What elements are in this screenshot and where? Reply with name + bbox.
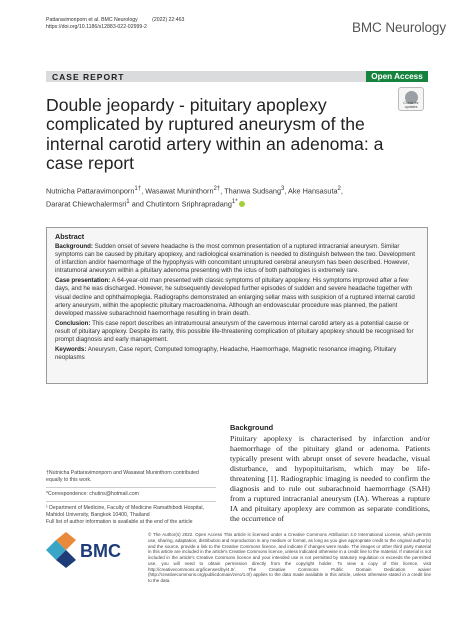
author-name[interactable]: and Chutintorn Sriphrapradang: [129, 199, 232, 209]
footnote-divider: [46, 487, 216, 488]
abstract-background: [55, 243, 419, 275]
bmc-logo-text: BMC: [80, 541, 121, 561]
abstract-background-text: Sudden onset of severe headache is the most common presentation of a ruptured intracranial aneurysm. Similar symptoms can be caused by pituitary apoplexy, and radiological examination is needed to distinguish between the two. Development of infarction and/or haemorrhage of the hypophysis with concomitant unruptured cerebral aneurysm has been described. However, intratumoral aneurysm within a pituitary adenoma presenting with the ictus of both pathologies is extremely rare.: [55, 243, 416, 275]
abstract-case: [55, 277, 419, 317]
citation-line: Pattaravimonporn et al. BMC Neurology (2022) 22:463: [46, 17, 185, 23]
journal-name: BMC Neurology: [352, 20, 446, 35]
abstract-keywords-label: Keywords:: [55, 346, 87, 354]
article-title: Double jeopardy - pituitary apoplexy complicated by ruptured aneurysm of the internal carotid artery within an adenoma: a case report: [46, 95, 384, 174]
abstract-conclusion-text: This case report describes an intratumoural aneurysm of the cavernous internal carotid artery as a potential cause or result of pituitary apoplexy. Despite its rarity, this possible life-threatening complication of pituitary apoplexy should be recognised for prompt diagnosis and early management.: [55, 319, 414, 344]
doi-link[interactable]: https://doi.org/10.1186/s12883-022-02999-2: [46, 24, 147, 30]
author-affiliation: 2†: [213, 185, 221, 192]
footnote-divider: [46, 501, 216, 502]
author-name[interactable]: Nutnicha Pattaravimonporn: [46, 186, 135, 196]
abstract-keywords: [55, 346, 419, 362]
check-for-updates-label: Check for updates: [403, 101, 419, 109]
author-list: Nutnicha Pattaravimonporn$^{1\dagger}$, Wasawat Muninthorn$^{2\dagger}$, Thanwa Sudsang$^3$, Ake Hansasuta$^2$, Dararat Chiewchalermsri$^1$ and Chutintorn Sriphrapradang$^{1*}$: [46, 185, 343, 209]
footnote-equal-contribution: †Nutnicha Pattaravimonporn and Wasawat Muninthorn contributed equally to this work.: [46, 470, 199, 483]
footnote-author-info: Full list of author information is available at the end of the article: [46, 518, 193, 525]
abstract-heading: Abstract: [55, 232, 85, 241]
author-name[interactable]: , Wasawat Muninthorn: [141, 186, 214, 196]
author-affiliation: 3: [281, 185, 285, 192]
abstract-conclusion-label: Conclusion:: [55, 319, 91, 327]
background-body: Pituitary apoplexy is characterised by infarction and/or haemorrhage of the pituitary gland or adenoma. Patients typically present with abrupt onset of severe headache, visual disturbance, and hypopituitarism, which may be life-threatening [1]. Radiographic imaging is needed to confirm the diagnosis and to rule out subarachnoid haemorrhage (SAH) from a ruptured intracranial aneurysm (IA). Whereas a rupture IA and pituitary apoplexy are common as separate conditions, the occurrence of: [230, 434, 430, 523]
background-heading: Background: [230, 423, 274, 432]
footnote-correspondence[interactable]: *Correspondence: chutins@hotmail.com: [46, 490, 139, 497]
bmc-logo: [46, 532, 136, 568]
footnotes: [46, 470, 216, 525]
article-type-label: CASE REPORT: [52, 72, 125, 82]
author-affiliation: 1†: [134, 185, 142, 192]
check-for-updates-button[interactable]: [398, 87, 424, 111]
citation: [46, 17, 184, 31]
abstract-conclusion: [55, 320, 419, 344]
author-affiliation: 2: [337, 185, 341, 192]
abstract-background-label: Background:: [55, 243, 93, 250]
abstract-case-label: Case presentation:: [55, 277, 111, 285]
author-name[interactable]: Dararat Chiewchalermsri: [46, 199, 127, 209]
license-statement: © The Author(s) 2022. Open Access This article is licensed under a Creative Commons Attribution 4.0 International License, which permits use, sharing, adaptation, distribution and reproduction in any medium or format, as long as you give appropriate credit to the original author(s) and the source, provide a link to the Creative Commons licence, and indicate if changes were made. The images or other third party material in this article are included in the article's Creative Commons licence, unless indicated otherwise in a credit line to the material. If material is not included in the article's Creative Commons licence and your intended use is not permitted by statutory regulation or exceeds the permitted use, you will need to obtain permission directly from the copyright holder. To view a copy of this licence, visit http://creativecommons.org/licenses/by/4.0/. The Creative Commons Public Domain Dedication waiver (http://creativecommons.org/publicdomain/zero/1.0/) applies to the data made available in this article, unless otherwise stated in a credit line to the data.: [148, 532, 431, 583]
article-type-band: [46, 71, 428, 82]
page-header: [46, 17, 446, 41]
open-access-badge: Open Access: [366, 71, 428, 82]
author-name[interactable]: , Thanwa Sudsang: [220, 186, 281, 196]
author-affiliation: 1: [126, 198, 130, 206]
footnote-affiliation: ¹ Department of Medicine, Faculty of Medicine Ramathibodi Hospital, Mahidol University, Bangkok 10400, Thailand: [46, 504, 205, 518]
orcid-icon[interactable]: [239, 201, 245, 207]
abstract-case-text: A 64-year-old man presented with classic symptoms of pituitary apoplexy. His symptoms improved after a few days, and he was discharged. However, he subsequently developed further episodes of sudden and severe headache together with visual decline and ophthalmoplegia. Radiographs demonstrated an enlarging sellar mass with suspicion of a ruptured internal carotid artery aneurysm, within the apoplectic pituitary macroadenoma. Although an endovascular procedure was planned, the patient developed massive subarachnoid haemorrhage resulting in brain death.: [55, 277, 415, 317]
abstract-box: [46, 227, 428, 384]
author-name[interactable]: , Ake Hansasuta: [284, 186, 338, 196]
author-affiliation: 1*: [231, 198, 238, 206]
abstract-keywords-text: Aneurysm, Case report, Computed tomography, Headache, Haemorrhage, Magnetic resonance imaging, Pituitary neoplasms: [55, 346, 397, 362]
